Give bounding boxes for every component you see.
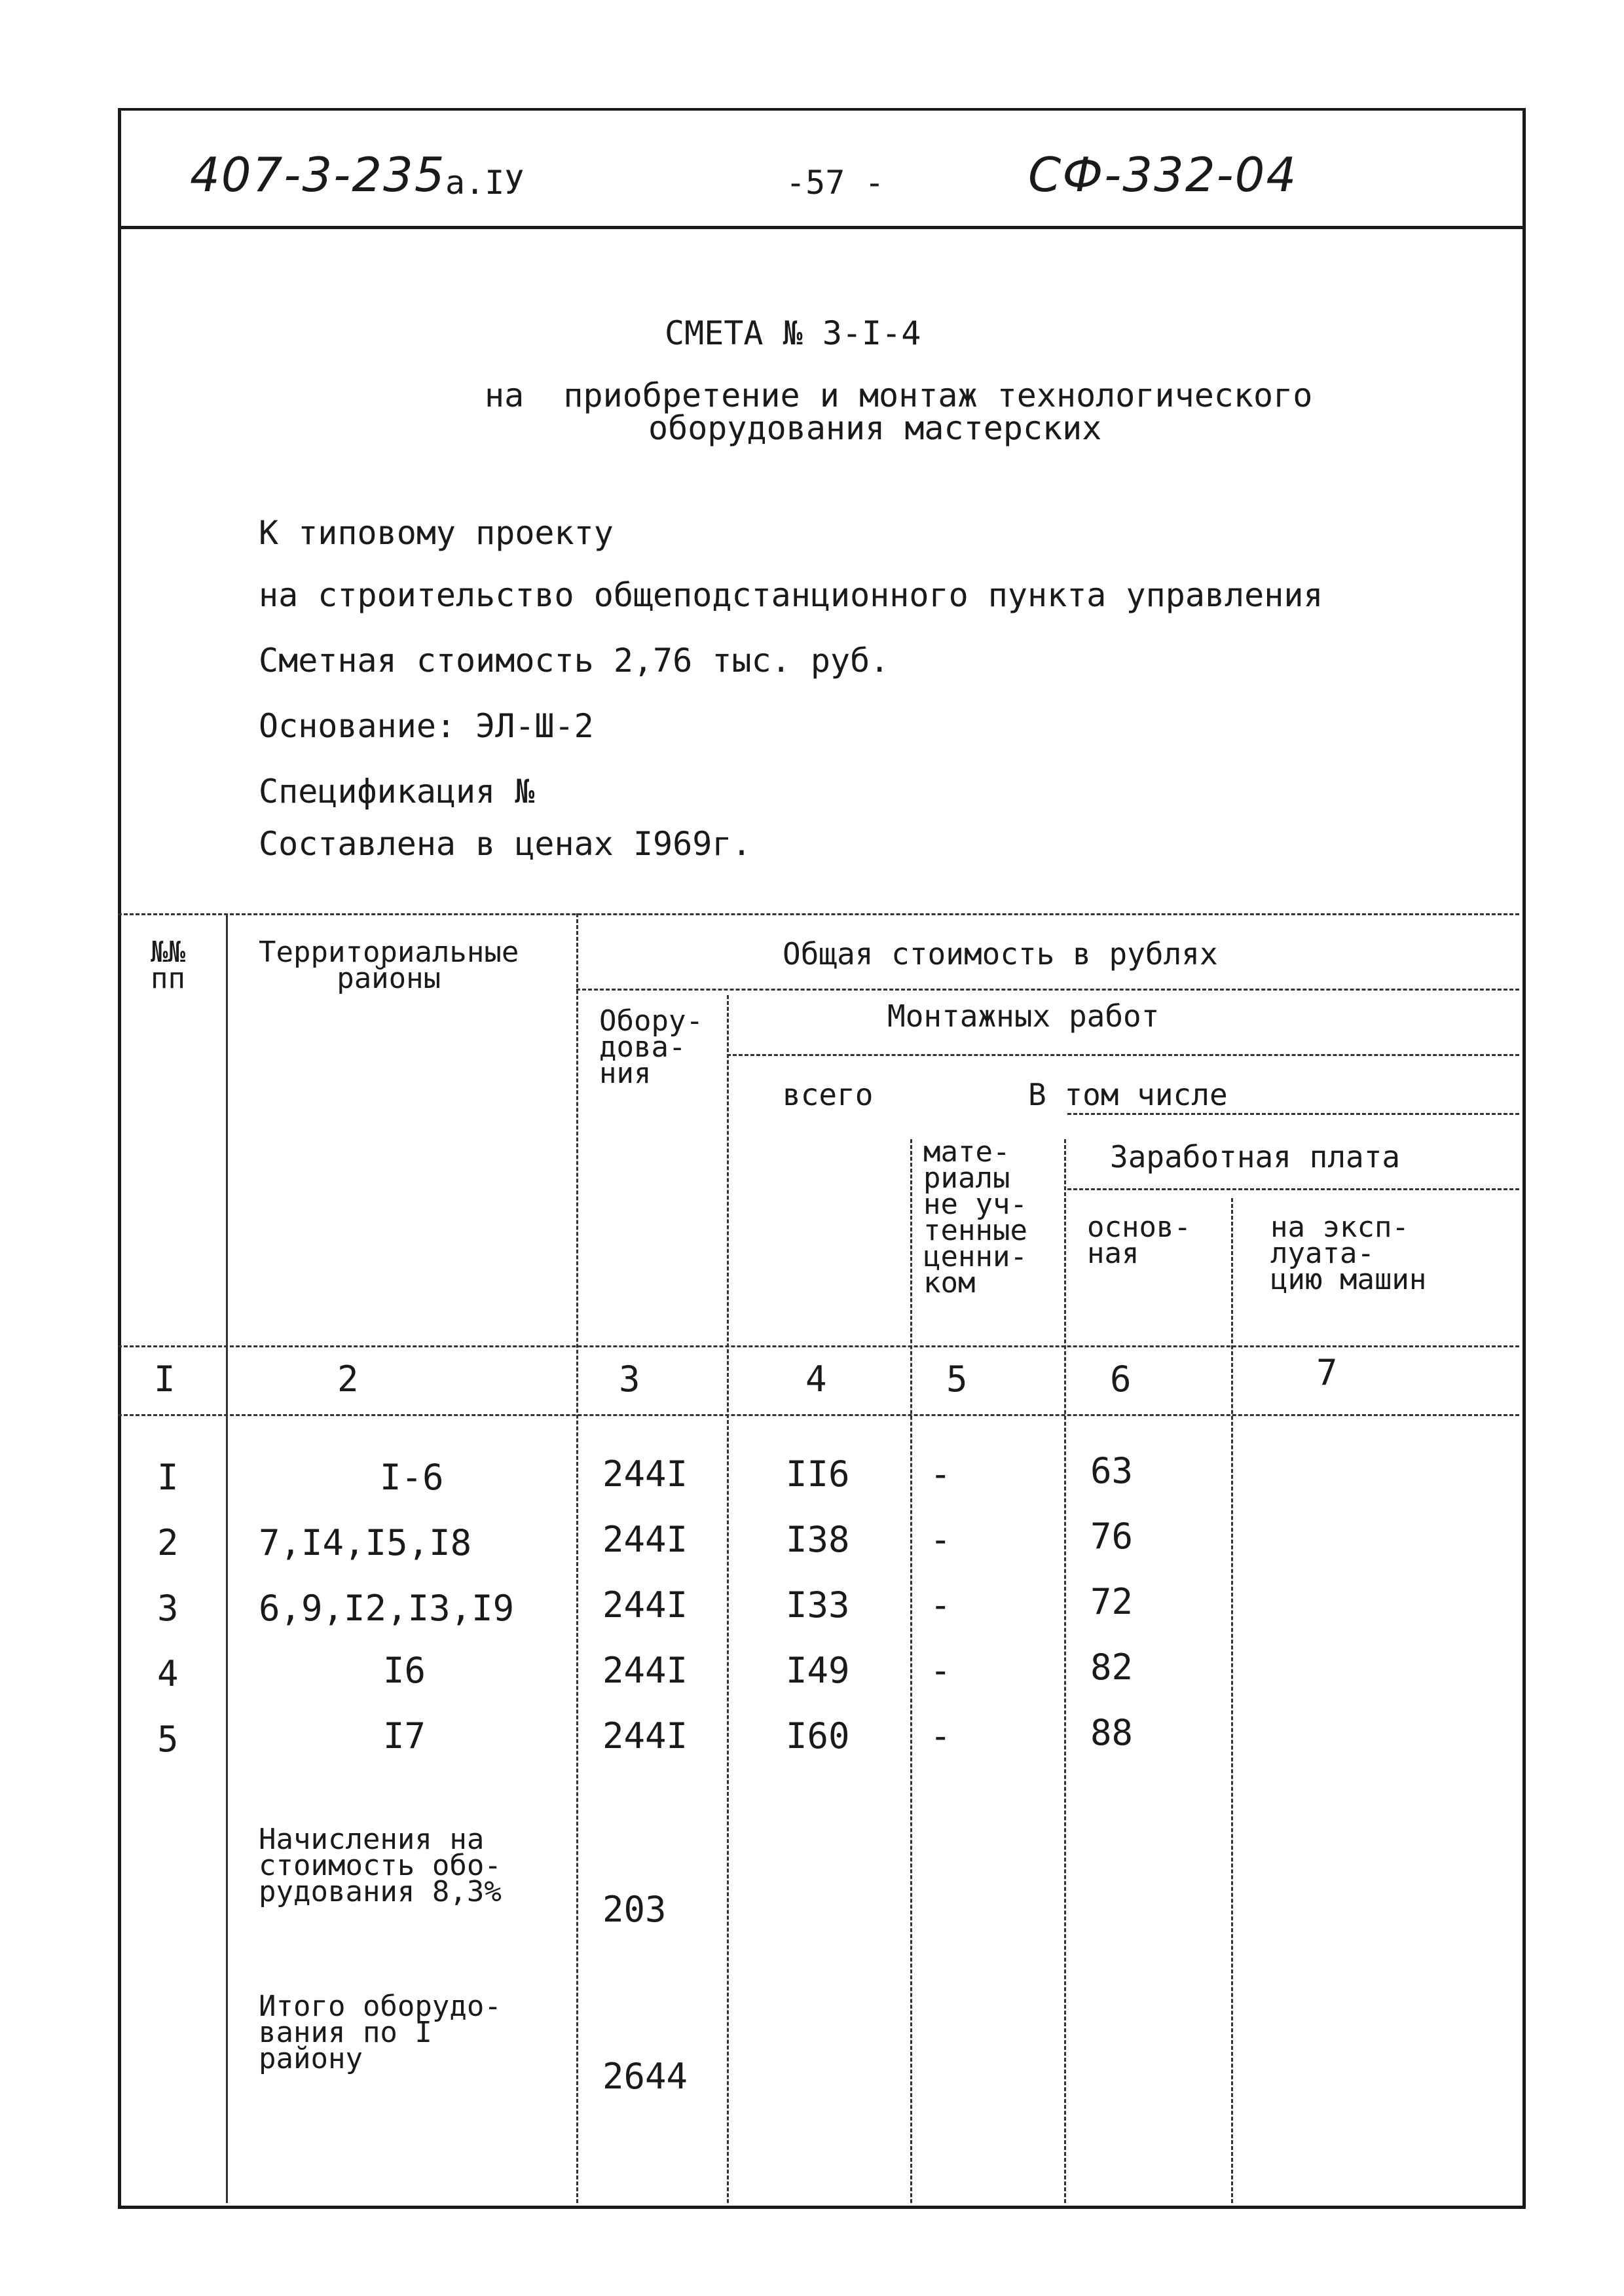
row-materials: - bbox=[930, 1453, 951, 1495]
header-wage-basic: основ- ная bbox=[1087, 1211, 1191, 1270]
equipment-total-label: Итого оборудо- вания по I району bbox=[259, 1990, 502, 2075]
header-wage: Заработная плата bbox=[1110, 1139, 1401, 1175]
header-divider bbox=[118, 226, 1526, 229]
column-number: 6 bbox=[1110, 1358, 1132, 1400]
row-install-total: I49 bbox=[786, 1650, 850, 1691]
estimate-subtitle-2: оборудования мастерских bbox=[648, 409, 1102, 447]
table-top-line bbox=[118, 913, 1519, 915]
header-materials: мате- риалы не уч- тенные ценни- ком bbox=[923, 1135, 1027, 1300]
row-equipment: 244I bbox=[602, 1584, 688, 1626]
col-divider-3 bbox=[727, 995, 729, 2203]
row-install-total: II6 bbox=[786, 1453, 850, 1495]
row-install-total: I38 bbox=[786, 1519, 850, 1560]
equipment-charges-label: Начисления на стоимость обо- рудования 8,3% bbox=[259, 1823, 502, 1908]
page-number: -57 - bbox=[786, 164, 885, 202]
row-number: 3 bbox=[157, 1588, 179, 1629]
row-number: 2 bbox=[157, 1522, 179, 1563]
header-regions: Территориальные районы bbox=[259, 936, 519, 995]
table-colnum-bottom bbox=[118, 1414, 1519, 1416]
album-number: а.IУ bbox=[445, 164, 525, 202]
row-materials: - bbox=[930, 1519, 951, 1560]
column-number: 2 bbox=[337, 1358, 359, 1400]
column-number: 4 bbox=[805, 1358, 827, 1400]
header-wage-machines: на эксп- луата- цию машин bbox=[1270, 1211, 1427, 1296]
info-basis: Основание: ЭЛ-Ш-2 bbox=[259, 707, 594, 745]
table-line-wage bbox=[1067, 1188, 1519, 1190]
row-equipment: 244I bbox=[602, 1453, 688, 1495]
row-wage: 82 bbox=[1090, 1647, 1134, 1688]
row-region: 6,9,I2,I3,I9 bbox=[259, 1588, 515, 1629]
info-project: К типовому проекту bbox=[259, 514, 614, 552]
info-cost: Сметная стоимость 2,76 тыс. руб. bbox=[259, 642, 890, 680]
table-head-bottom bbox=[118, 1345, 1519, 1347]
col-divider-5 bbox=[1064, 1139, 1066, 2203]
row-number: 5 bbox=[157, 1719, 179, 1760]
estimate-subtitle-1: на приобретение и монтаж технологического bbox=[485, 376, 1313, 414]
header-total-cost: Общая стоимость в рублях bbox=[783, 936, 1218, 972]
col-divider-1 bbox=[226, 913, 228, 2203]
column-number: 7 bbox=[1316, 1352, 1338, 1393]
row-install-total: I60 bbox=[786, 1715, 850, 1757]
row-region: I6 bbox=[383, 1650, 426, 1691]
row-wage: 88 bbox=[1090, 1712, 1134, 1753]
row-materials: - bbox=[930, 1715, 951, 1757]
header-row-number: №№ пп bbox=[151, 936, 185, 995]
row-equipment: 244I bbox=[602, 1650, 688, 1691]
row-number: I bbox=[157, 1457, 179, 1498]
header-equipment: Обору- дова- ния bbox=[599, 1004, 703, 1090]
table-line-incl bbox=[1067, 1113, 1519, 1115]
info-construction: на строительство общеподстанционного пункта управления bbox=[259, 576, 1323, 614]
project-code: 407-3-235 bbox=[190, 147, 446, 202]
estimate-title: СМЕТА № 3-I-4 bbox=[665, 314, 921, 352]
equipment-total-value: 2644 bbox=[602, 2056, 688, 2097]
row-region: I7 bbox=[383, 1715, 426, 1757]
row-region: I-6 bbox=[380, 1457, 444, 1498]
column-number: I bbox=[154, 1358, 175, 1400]
row-equipment: 244I bbox=[602, 1519, 688, 1560]
row-wage: 72 bbox=[1090, 1581, 1134, 1622]
row-wage: 63 bbox=[1090, 1450, 1134, 1491]
col-divider-4 bbox=[910, 1139, 912, 2203]
info-specification: Спецификация № bbox=[259, 773, 535, 811]
col-divider-2 bbox=[576, 913, 578, 2203]
header-all: всего bbox=[783, 1077, 874, 1112]
table-line-install bbox=[727, 1054, 1519, 1056]
row-region: 7,I4,I5,I8 bbox=[259, 1522, 472, 1563]
row-install-total: I33 bbox=[786, 1584, 850, 1626]
info-prices: Составлена в ценах I969г. bbox=[259, 825, 752, 863]
header-including: В том числе bbox=[1028, 1077, 1228, 1112]
row-equipment: 244I bbox=[602, 1715, 688, 1757]
row-wage: 76 bbox=[1090, 1516, 1134, 1557]
row-materials: - bbox=[930, 1584, 951, 1626]
header-installation: Монтажных работ bbox=[887, 998, 1160, 1034]
col-divider-6 bbox=[1231, 1198, 1233, 2203]
row-number: 4 bbox=[157, 1653, 179, 1694]
table-line-total bbox=[576, 989, 1519, 991]
column-number: 5 bbox=[946, 1358, 968, 1400]
sheet-code: СФ-332-04 bbox=[1028, 147, 1298, 202]
column-number: 3 bbox=[619, 1358, 640, 1400]
equipment-charges-value: 203 bbox=[602, 1889, 667, 1930]
row-materials: - bbox=[930, 1650, 951, 1691]
